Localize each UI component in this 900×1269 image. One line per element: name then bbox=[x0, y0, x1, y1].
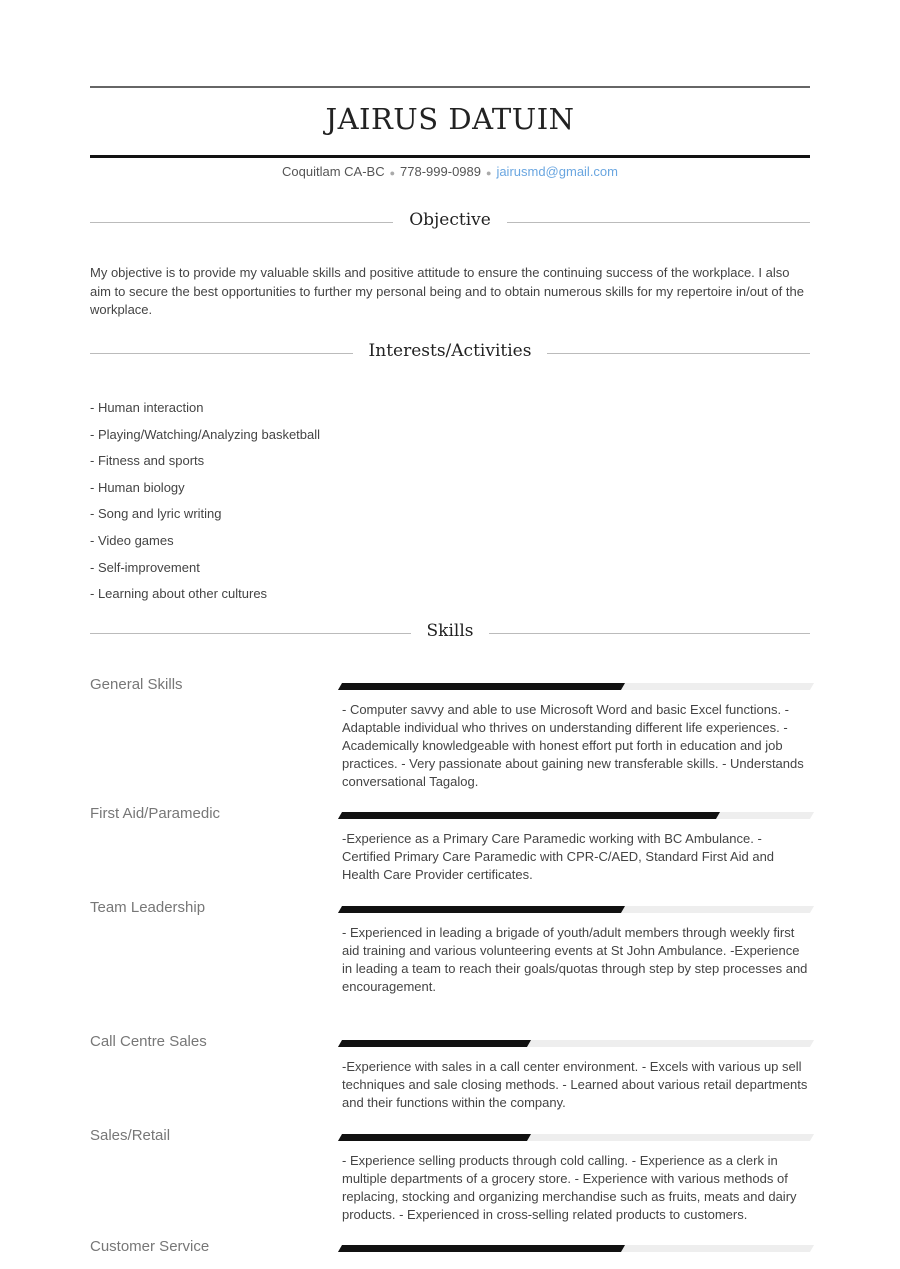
interests-list bbox=[90, 395, 320, 608]
skill-level-fill bbox=[338, 683, 625, 690]
skill-level-bar bbox=[338, 1245, 814, 1252]
interest-item: - Learning about other cultures bbox=[90, 586, 268, 602]
phone: 778-999-0989 bbox=[400, 164, 481, 179]
skill-name: Team Leadership bbox=[90, 899, 206, 916]
interest-item: - Video games bbox=[90, 532, 174, 548]
skill-name: Customer Service bbox=[90, 1238, 210, 1255]
contact-info bbox=[90, 164, 810, 179]
skill-description: - Computer savvy and able to use Microsoft Word and basic Excel functions. - Adaptable individual who thrives on understanding different life experiences. - Academically knowledgeable with honest effort put forth in education and job practices. - Very passionate about gaining new transferable skills. - Understands conversational Tagalog. bbox=[342, 702, 804, 789]
section-title: Skills bbox=[411, 621, 490, 641]
skill-name: First Aid/Paramedic bbox=[90, 805, 221, 822]
skill-level-fill bbox=[338, 1245, 625, 1252]
section-title: Objective bbox=[393, 210, 507, 230]
location: Coquitlam CA-BC bbox=[282, 164, 385, 179]
skill-name: General Skills bbox=[90, 676, 183, 693]
section-skills bbox=[90, 621, 810, 645]
skill-level-fill bbox=[338, 812, 720, 819]
objective-text: My objective is to provide my valuable skills and positive attitude to ensure the continuing success of the workplace. I also aim to secure the best opportunities to further my personal being and to obtain numerous skills for my repertoire in/out of the workplace. bbox=[90, 265, 804, 317]
skill-level-bar bbox=[338, 1040, 814, 1047]
bullet-icon: ● bbox=[389, 168, 396, 178]
interest-item: - Human interaction bbox=[90, 400, 204, 415]
skill-level-fill bbox=[338, 1040, 531, 1047]
bullet-icon: ● bbox=[486, 168, 492, 178]
skill-level-bar bbox=[338, 1134, 814, 1141]
skill-description: - Experienced in leading a brigade of youth/adult members through weekly first aid training and various volunteering events at St John Ambulance. -Experience in leading a team to reach their goals/quotas through step by step processes and encouragement. bbox=[342, 925, 808, 994]
skill-level-bar bbox=[338, 812, 814, 819]
divider bbox=[90, 86, 810, 88]
skill-name: Call Centre Sales bbox=[90, 1033, 207, 1050]
skill-level-fill bbox=[338, 1134, 531, 1141]
candidate-name: JAIRUS DATUIN bbox=[325, 102, 575, 136]
interest-item: - Song and lyric writing bbox=[90, 506, 222, 522]
section-interests bbox=[90, 341, 810, 365]
email-link[interactable]: jairusmd@gmail.com bbox=[496, 164, 618, 179]
skill-description: -Experience with sales in a call center environment. - Excels with various up sell techniques and sale closing methods. - Learned about various retail departments and their functions within the company. bbox=[342, 1059, 808, 1110]
skill-name: Sales/Retail bbox=[90, 1127, 171, 1144]
skill-level-bar bbox=[338, 906, 814, 913]
skill-level-bar bbox=[338, 683, 814, 690]
skill-level-fill bbox=[338, 906, 625, 913]
interest-item: - Human biology bbox=[90, 479, 185, 495]
interest-item: - Fitness and sports bbox=[90, 453, 205, 469]
section-title: Interests/Activities bbox=[353, 341, 548, 361]
skill-description: -Experience as a Primary Care Paramedic working with BC Ambulance. - Certified Primary Care Paramedic with CPR-C/AED, Standard First Aid and Health Care Provider certificates. bbox=[342, 831, 775, 882]
skill-description: - Experience selling products through cold calling. - Experience as a clerk in multiple departments of a grocery store. - Experience with various methods of replacing, stocking and organizing merchandise such as fruits, meats and dairy products. - Experienced in cross-selling related products to customers. bbox=[342, 1153, 797, 1222]
section-objective bbox=[90, 210, 810, 234]
interest-item: - Playing/Watching/Analyzing basketball bbox=[90, 426, 321, 442]
divider bbox=[90, 155, 810, 158]
interest-item: - Self-improvement bbox=[90, 559, 200, 575]
